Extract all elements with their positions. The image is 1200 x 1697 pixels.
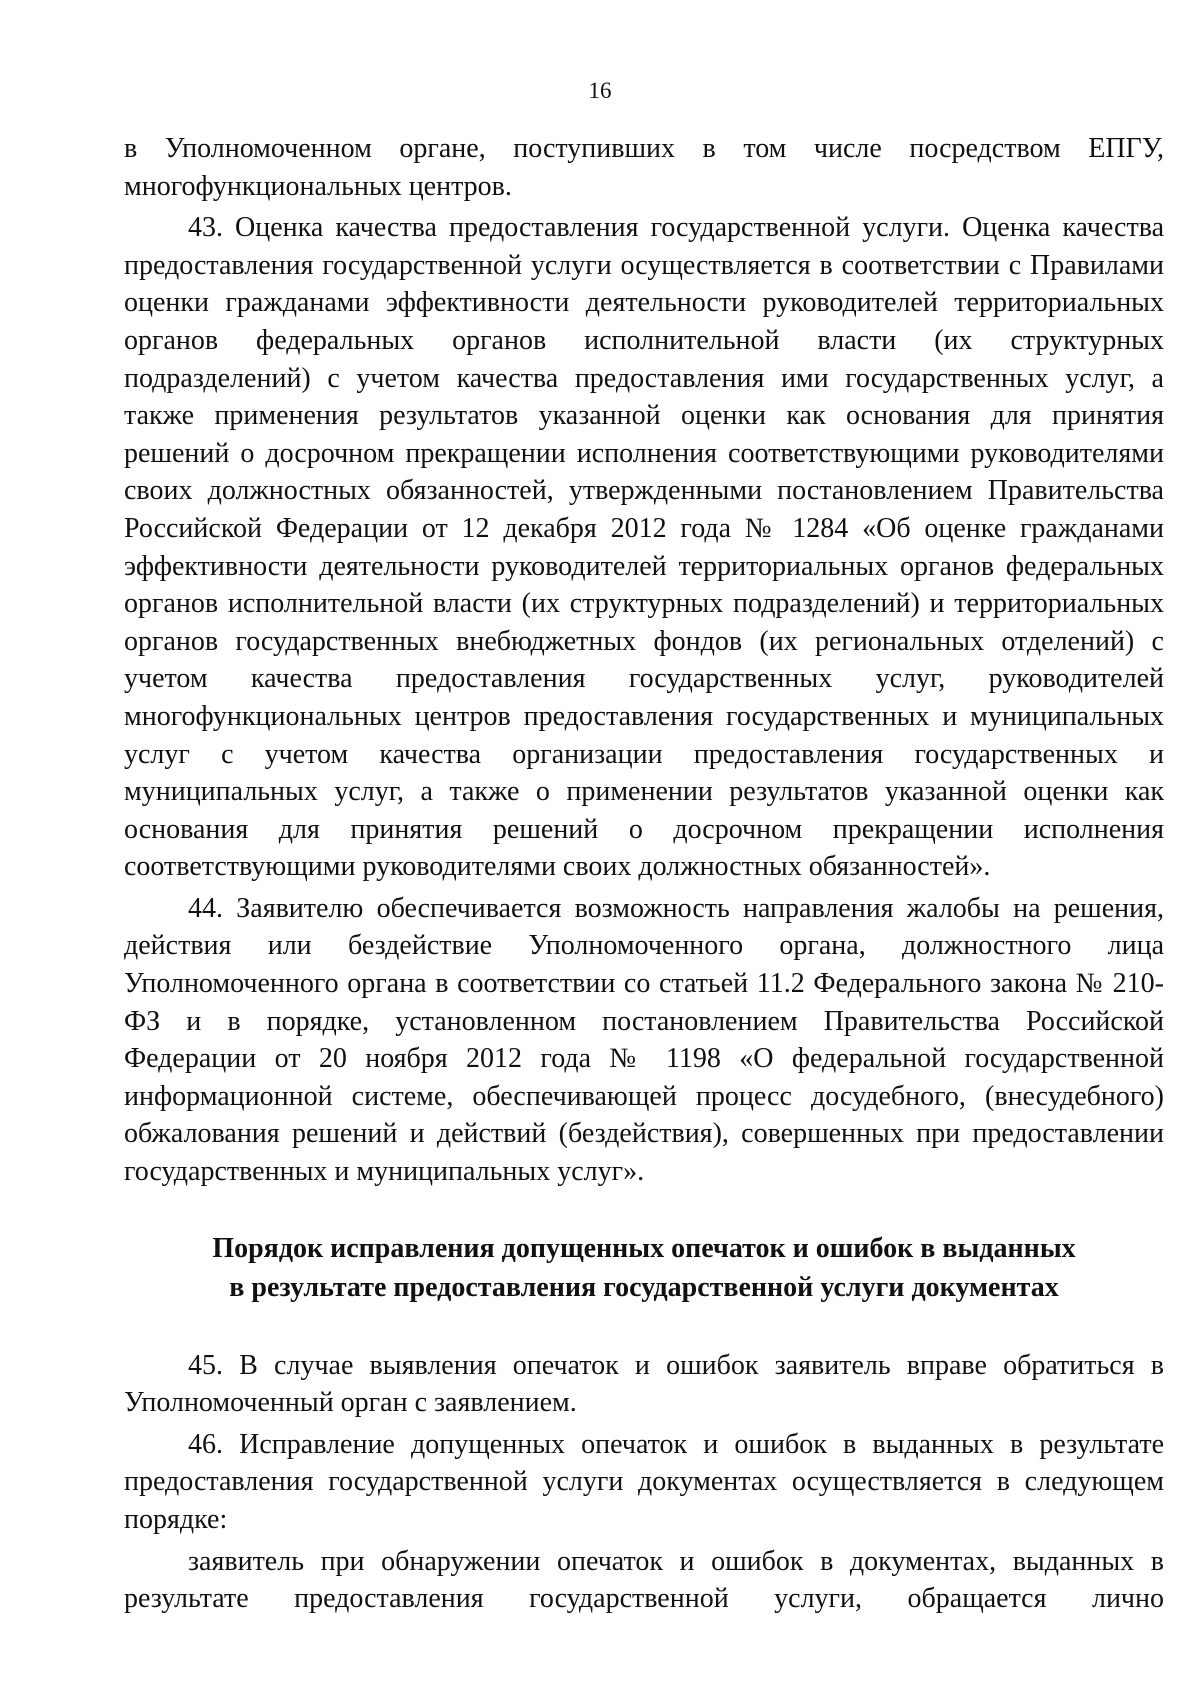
- paragraph-continuation: в Уполномоченном органе, поступивших в том числе посредством ЕПГУ, многофункциональных центров.: [124, 133, 1164, 202]
- paragraph-45: 45. В случае выявления опечаток и ошибок заявитель вправе обратиться в Уполномоченный орган с заявлением.: [124, 1349, 1164, 1419]
- document-body: [124, 130, 1164, 1618]
- paragraph-47: заявитель при обнаружении опечаток и ошибок в документах, выданных в результате предоставления государственной услуги, обращается лично: [124, 1545, 1164, 1615]
- paragraph-46: 46. Исправление допущенных опечаток и ошибок в выданных в результате предоставления государственной услуги документах осуществляется в следующем порядке:: [124, 1428, 1164, 1535]
- page-number: 16: [588, 78, 612, 103]
- section-heading: [124, 1229, 1164, 1307]
- section-heading-line-2: в результате предоставления государственной услуги документах: [229, 1271, 1059, 1303]
- section-heading-line-1: Порядок исправления допущенных опечаток и ошибок в выданных: [212, 1232, 1076, 1264]
- paragraph-43: 43. Оценка качества предоставления государственной услуги. Оценка качества предоставления государственной услуги осуществляется в соответствии с Правилами оценки гражданами эффективности деятельности руководителей территориальных органов федеральных органов исполнительной власти (их структурных подразделений) с учетом качества предоставления ими государственных услуг, а также применения результатов указанной оценки как основания для принятия решений о досрочном прекращении исполнения соответствующими руководителями своих должностных обязанностей, утвержденными постановлением Правительства Российской Федерации от 12 декабря 2012 года № 1284 «Об оценке гражданами эффективности деятельности руководителей территориальных органов федеральных органов исполнительной власти (их структурных подразделений) и территориальных органов государственных внебюджетных фондов (их региональных отделений) с учетом качества предоставления государственных услуг, руководителей многофункциональных центров предоставления государственных и муниципальных услуг с учетом качества организации предоставления государственных и муниципальных услуг, а также о применении результатов указанной оценки как основания для принятия решений о досрочном прекращении исполнения соответствующими руководителями своих должностных обязанностей».: [124, 212, 1164, 883]
- paragraph-44: 44. Заявителю обеспечивается возможность направления жалобы на решения, действия или бездействие Уполномоченного органа, должностного лица Уполномоченного органа в соответствии со статьей 11.2 Федерального закона № 210-ФЗ и в порядке, установленном постановлением Правительства Российской Федерации от 20 ноября 2012 года № 1198 «О федеральной государственной информационной системе, обеспечивающей процесс досудебного, (внесудебного) обжалования решений и действий (бездействия), совершенных при предоставлении государственных и муниципальных услуг».: [124, 892, 1164, 1188]
